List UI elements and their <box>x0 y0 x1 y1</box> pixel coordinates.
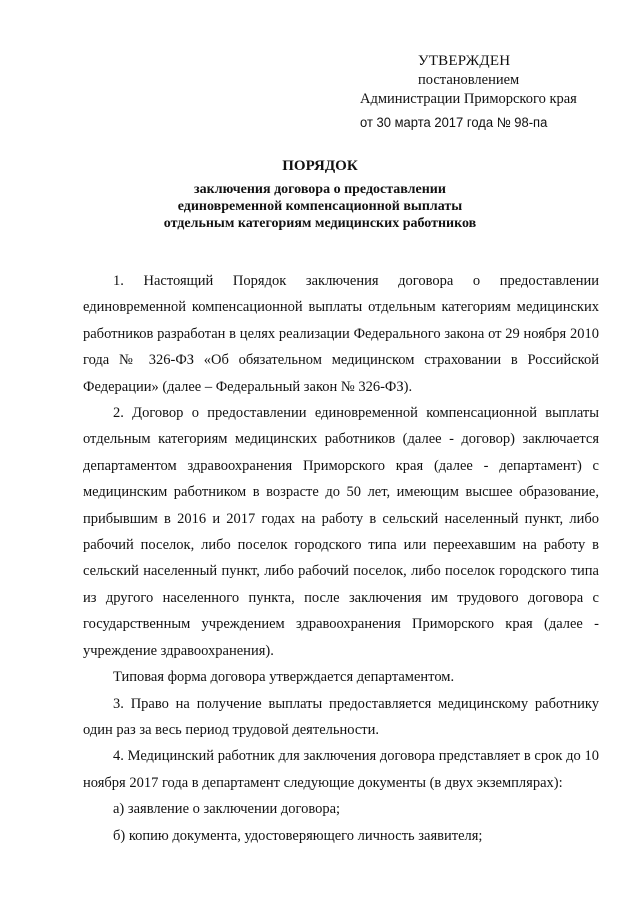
document-title: ПОРЯДОК <box>282 158 358 174</box>
list-item-b: б) копию документа, удостоверяющего личность заявителя; <box>113 827 483 844</box>
document-subtitle <box>0 181 640 232</box>
paragraph-4: 4. Медицинский работник для заключения договора представляет в срок до 10 ноября 2017 года в департамент следующие документы (в двух экземплярах): <box>83 748 599 791</box>
paragraph-template-form: Типовая форма договора утверждается департаментом. <box>113 669 455 686</box>
subtitle-line: заключения договора о предоставлении <box>194 182 446 197</box>
approval-title: УТВЕРЖДЕН <box>418 53 511 69</box>
paragraph-1: 1. Настоящий Порядок заключения договора о предоставлении единовременной компенсационной выплаты отдельным категориям медицинских работников разработан в целях реализации Федерального закона от 29 ноября 2010 года № 326-ФЗ «Об обязательном медицинском страховании в Российской Федерации» (далее – Федеральный закон № 326-ФЗ). <box>83 273 599 395</box>
list-item-a: а) заявление о заключении договора; <box>113 801 341 818</box>
approval-stamp <box>360 52 600 132</box>
document-body <box>83 268 599 849</box>
approval-authority: Администрации Приморского края <box>360 91 577 107</box>
subtitle-line: единовременной компенсационной выплаты <box>177 199 463 214</box>
subtitle-line: отдельным категориям медицинских работников <box>163 216 477 231</box>
approval-date-number: от 30 марта 2017 года № 98-па <box>360 114 548 131</box>
paragraph-2: 2. Договор о предоставлении единовременной компенсационной выплаты отдельным категориям медицинских работников (далее - договор) заключается департаментом здравоохранения Приморского края (далее - департамент) с медицинским работником в возрасте до 50 лет, имеющим высшее образование, прибывшим в 2016 и 2017 годах на работу в сельский населенный пункт, либо рабочий поселок, либо поселок городского типа или переехавшим на работу в сельский населенный пункт, либо рабочий поселок, либо поселок городского типа из другого населенного пункта, после заключения им трудового договора с государственным учреждением здравоохранения Приморского края (далее - учреждение здравоохранения). <box>83 405 599 659</box>
approval-resolution: постановлением <box>418 72 520 88</box>
paragraph-3: 3. Право на получение выплаты предоставляется медицинскому работнику один раз за весь период трудовой деятельности. <box>83 695 599 738</box>
